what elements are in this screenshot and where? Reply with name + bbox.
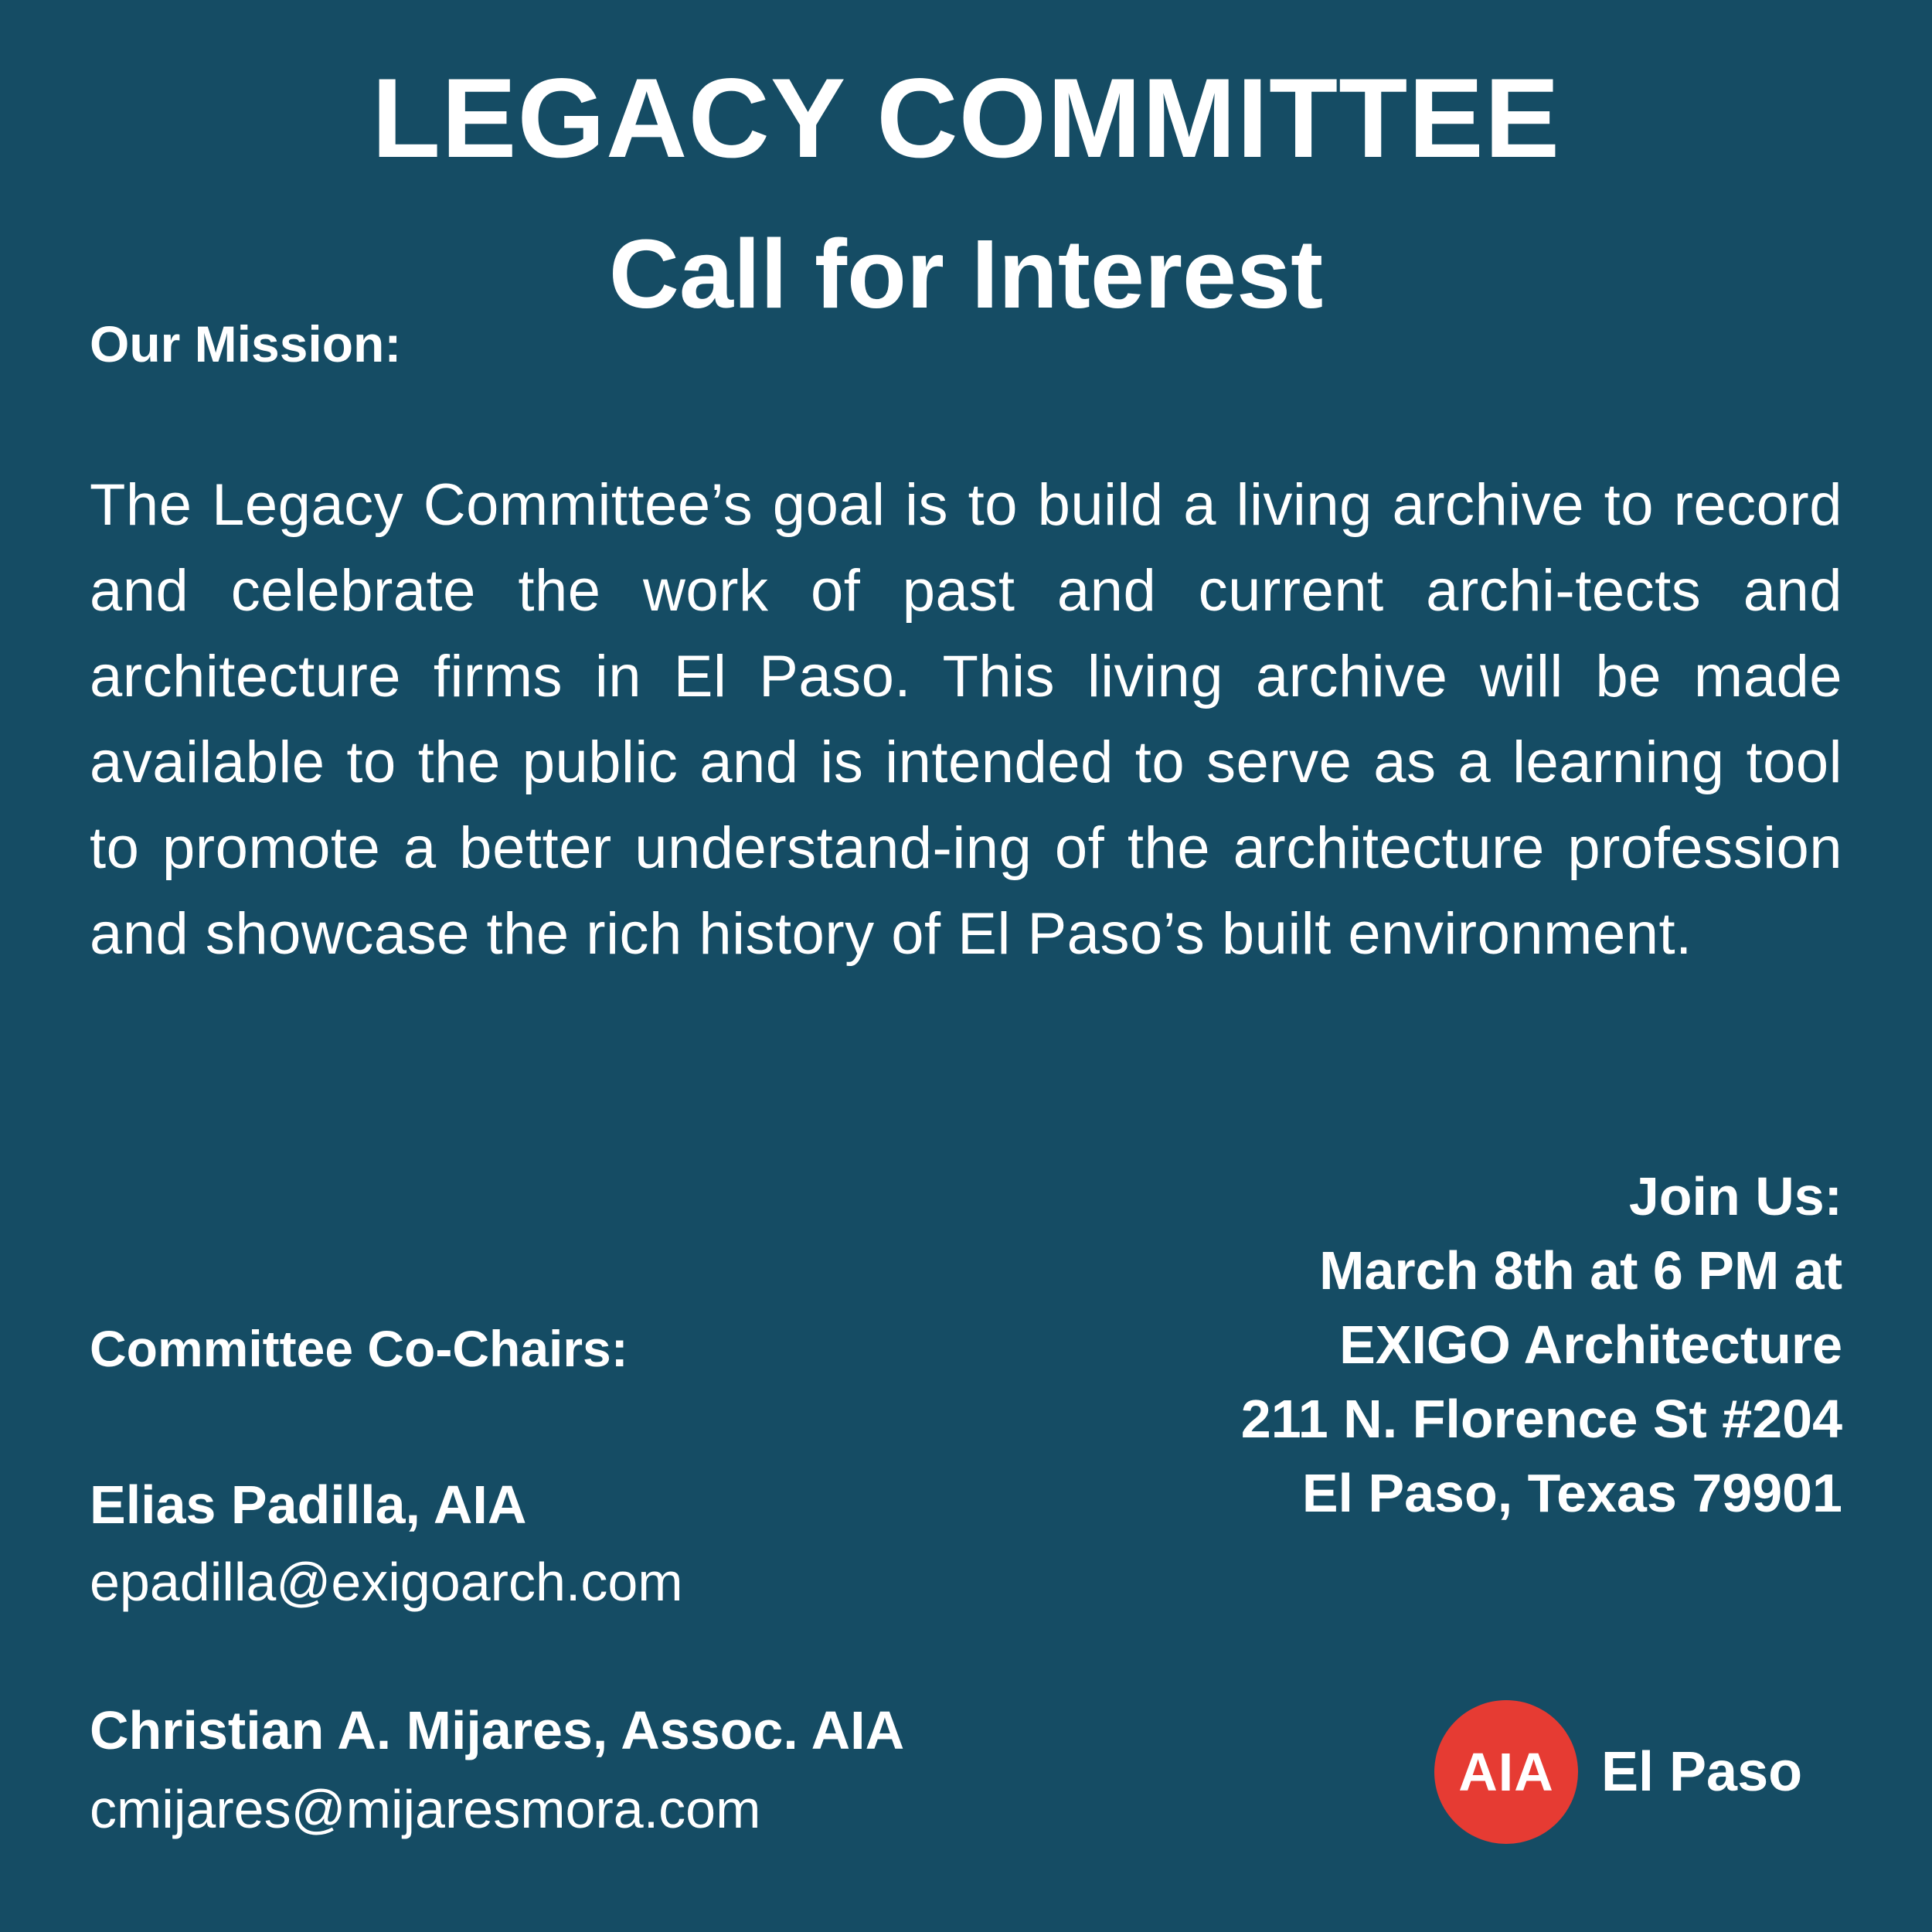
- event-venue: EXIGO Architecture: [1339, 1315, 1842, 1375]
- page-title: LEGACY COMMITTEE: [371, 55, 1561, 181]
- aia-logo-badge: AIA: [1434, 1700, 1578, 1844]
- join-us-block: [1241, 1159, 1842, 1530]
- join-heading: Join Us:: [1628, 1166, 1842, 1226]
- mission-heading: Our Mission:: [90, 315, 402, 372]
- event-street: 211 N. Florence St #204: [1240, 1389, 1842, 1449]
- mission-body: The Legacy Committee’s goal is to build a living archive to record and celebrate the work of past and current archi-tects and architecture firms in El Paso. This living archive will be made available to the public and is intended to serve as a learning tool to promote a better understand-ing of the architecture profession and showcase the rich history of El Paso’s built environment.: [90, 472, 1842, 967]
- event-date: March 8th at 6 PM at: [1319, 1240, 1842, 1301]
- page-subtitle: Call for Interest: [608, 219, 1324, 328]
- cochairs-heading: Committee Co-Chairs:: [90, 1320, 628, 1377]
- event-city: El Paso, Texas 79901: [1301, 1463, 1842, 1523]
- chair-email[interactable]: epadilla@exigoarch.com: [90, 1552, 683, 1612]
- chair-name: Christian A. Mijares, Assoc. AIA: [90, 1700, 905, 1760]
- chair-name: Elias Padilla, AIA: [90, 1475, 527, 1535]
- chair-email[interactable]: cmijares@mijaresmora.com: [90, 1779, 761, 1839]
- aia-logo-text: El Paso: [1601, 1741, 1803, 1803]
